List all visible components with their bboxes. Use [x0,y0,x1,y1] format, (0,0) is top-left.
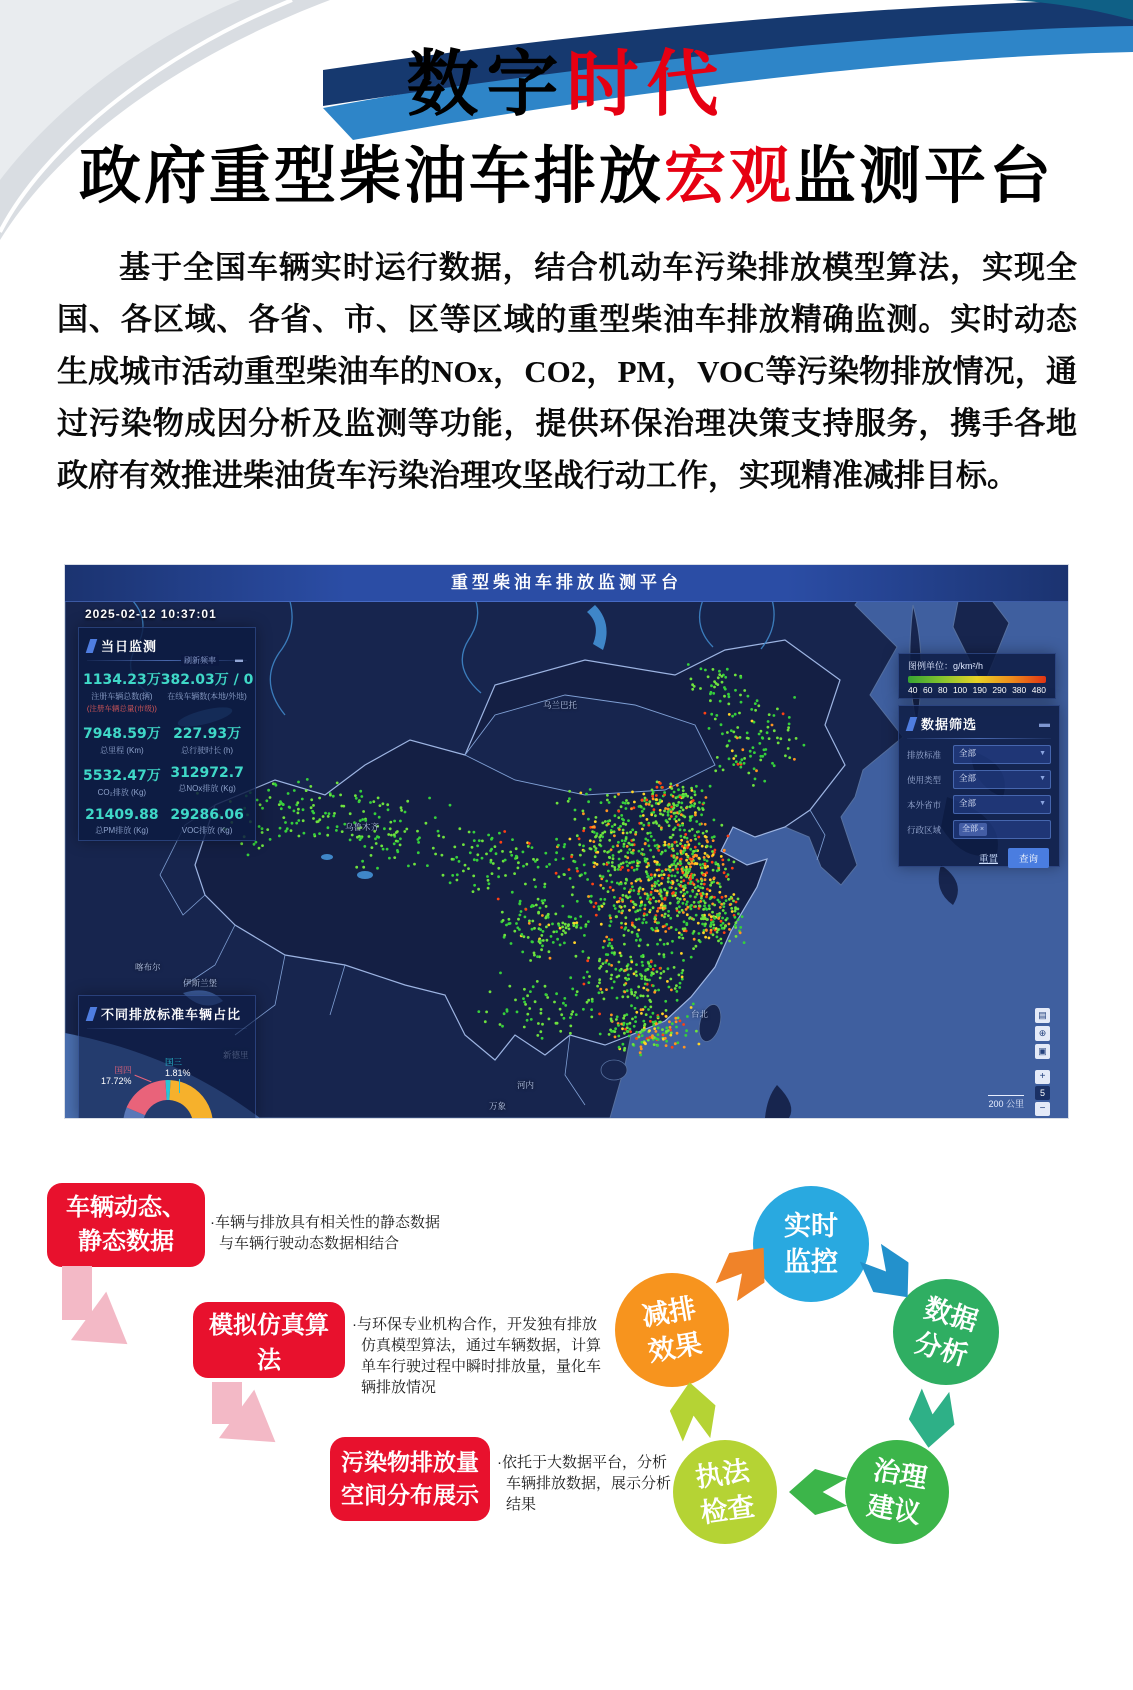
today-monitor-panel [78,627,256,841]
stat-label: 总PM排放 (Kg) [95,826,149,835]
map-city-label: 乌兰巴托 [543,700,578,710]
panel-divider [87,655,247,665]
stat-item [161,765,254,798]
stat-item [83,669,161,714]
zoom-in-button[interactable]: + [1035,1070,1050,1084]
stat-label: 总行驶时长 (h) [181,746,234,755]
zoom-control [1035,1070,1050,1116]
dashboard-timestamp: 2025-02-12 10:37:01 [85,607,217,621]
cycle-law-enforcement: 执法检查 [673,1440,777,1544]
filter-label: 行政区域 [907,824,942,835]
flow-note-3: ·依托于大数据平台，分析车辆排放数据，展示分析结果 [497,1454,672,1513]
legend-ticks [908,685,1046,695]
map-city-label: 万象 [489,1101,507,1111]
title2-black2: 监测平台 [794,142,1055,211]
donut-slice-国四 [127,1080,167,1115]
locate-icon[interactable]: ⊕ [1035,1026,1050,1041]
chevron-down-icon[interactable]: ▼ [1039,775,1046,782]
legend-gradient-bar [908,676,1046,683]
map-city-label: 河内 [517,1080,535,1090]
tag-close-icon[interactable]: × [980,826,985,833]
stat-value: 227.93万 [173,726,242,742]
filter-select[interactable] [953,820,1051,839]
panel-divider [907,738,1051,739]
title1-red: 时代 [566,45,727,125]
reset-button[interactable]: 重置 [978,854,998,865]
cycle-governance-advice: 治理建议 [845,1440,949,1544]
panel-accent-icon [86,1007,98,1021]
panel-accent-icon [86,639,98,653]
legend-tick: 60 [922,685,933,695]
emission-standard-donut-chart [121,1078,217,1118]
filter-select[interactable]: 全部 ▼ [953,795,1051,814]
filter-row [907,820,1051,839]
stat-value: 5532.47万 [83,768,161,784]
flow-arrow-1 [62,1266,92,1320]
stat-label: CO₂排放 (Kg) [97,788,147,797]
title2-red: 宏观 [663,142,794,211]
stat-item [83,765,161,798]
stat-note: (注册车辆总量(市级)) [86,704,157,713]
legend-tick: 100 [952,685,968,695]
stat-label: 总NOx排放 (Kg) [178,784,236,793]
legend-tick: 380 [1012,685,1027,695]
legend-tick: 290 [992,685,1007,695]
legend-tick: 190 [972,685,987,695]
map-city-label: 喀布尔 [135,962,161,972]
stat-label: 注册车辆总数(辆) [91,692,153,701]
chevron-down-icon[interactable]: ▼ [1039,800,1046,807]
today-monitor-title: 当日监测 [101,639,158,654]
flow-box-simulation: 模拟仿真算法 [193,1302,345,1378]
map-city-label: 台北 [691,1009,709,1019]
callout-line [179,1079,180,1093]
map-legend [898,653,1056,699]
map-scale-label: 200 公里 [988,1095,1024,1110]
cycle-data-analysis: 数据分析 [893,1279,999,1385]
stat-item [161,807,254,836]
cycle-arrow-2 [906,1387,959,1450]
layers-icon[interactable]: ▤ [1035,1008,1050,1023]
filter-select[interactable]: 全部 ▼ [953,770,1051,789]
map-toolbar [1035,1008,1050,1059]
stat-label: VOC排放 (Kg) [181,826,233,835]
flow-note-2: ·与环保专业机构合作，开发独有排放仿真模型算法，通过车辆数据，计算单车行驶过程中瞬时排放量，量化车辆排放情况 [352,1316,602,1396]
filter-rows [899,745,1059,839]
stat-label: 在线车辆数(本地/外地) [167,692,247,701]
filter-panel-title: 数据筛选 [921,717,978,732]
stat-value: 29286.06 [170,807,244,823]
filter-select[interactable]: 全部 ▼ [953,745,1051,764]
stat-item [83,723,161,756]
stat-value: 1134.23万 [83,672,161,688]
dashboard-screenshot [65,565,1068,1118]
cycle-arrow-3 [789,1469,847,1515]
chevron-down-icon[interactable]: ▼ [1039,750,1046,757]
intro-paragraph: 基于全国车辆实时运行数据，结合机动车污染排放模型算法，实现全国、各区域、各省、市、区等区域的重型柴油车排放精确监测。实时动态生成城市活动重型柴油车的NOx，CO2，PM，VOC等污染物排放情况，通过污染物成因分析及监测等功能，提供环保治理决策支持服务，携手各地政府有效推进柴油货车污染治理攻坚战行动工作，实现精准减排目标。 [57,250,1077,493]
toggle-icon[interactable]: ▬ [235,655,243,664]
legend-tick: 480 [1031,685,1046,695]
legend-tick: 80 [937,685,948,695]
stat-item [83,807,161,836]
filter-row [907,745,1051,764]
stat-value: 312972.7 [170,765,244,781]
flow-box-spatial-display: 污染物排放量空间分布展示 [330,1437,490,1521]
data-filter-panel [898,705,1060,867]
poster-title-line2 [0,126,1133,215]
cycle-arrow-4 [667,1379,720,1442]
map-city-label: 乌鲁木齐 [345,822,380,832]
donut-callout-guo4: 国四 17.72% [101,1065,132,1087]
donut-callout-guo3: 国三 1.81% [165,1057,191,1079]
legend-unit-label: 图例单位：g/km²/h [908,661,984,671]
flow-box-vehicle-data: 车辆动态、静态数据 [47,1183,205,1267]
filter-row [907,795,1051,814]
cycle-realtime-monitoring: 实时监控 [753,1186,869,1302]
filter-label: 使用类型 [907,774,942,785]
stat-label: 总里程 (Km) [100,746,144,755]
stat-item [161,669,254,714]
frame-icon[interactable]: ▣ [1035,1044,1050,1059]
filter-label: 本外省市 [907,799,942,810]
filter-row [907,770,1051,789]
title1-black: 数字 [406,45,567,125]
stat-value: 7948.59万 [83,726,161,742]
legend-tick: 40 [908,685,918,695]
filter-label: 排放标准 [907,749,942,760]
monitor-stats-grid [79,667,255,838]
refresh-rate-label[interactable]: 刷新频率 [181,655,219,666]
zoom-out-button[interactable]: − [1035,1102,1050,1116]
dashboard-header [65,565,1068,602]
stat-value: 21409.88 [85,807,159,823]
stat-item [161,723,254,756]
zoom-level: 5 [1035,1086,1050,1100]
poster-title-line1 [0,26,1133,130]
panel-accent-icon [906,717,918,731]
pie-panel-title: 不同排放标准车辆占比 [101,1007,242,1022]
panel-divider [87,1028,247,1029]
flow-note-1: ·车辆与排放具有相关性的静态数据与车辆行驶动态数据相结合 [210,1214,440,1252]
filter-tag[interactable]: 全部 × [959,823,987,836]
cycle-emission-reduction: 减排效果 [615,1273,729,1387]
title2-black1: 政府重型柴油车排放 [78,142,664,211]
map-city-label: 伊斯兰堡 [183,978,218,988]
stat-value: 382.03万 / 0 [160,672,254,688]
today-monitor-header [79,628,255,660]
query-button[interactable]: 查询 [1008,848,1049,868]
dashboard-title: 重型柴油车排放监测平台 [451,573,682,592]
collapse-icon[interactable]: ▬ [1039,717,1050,730]
